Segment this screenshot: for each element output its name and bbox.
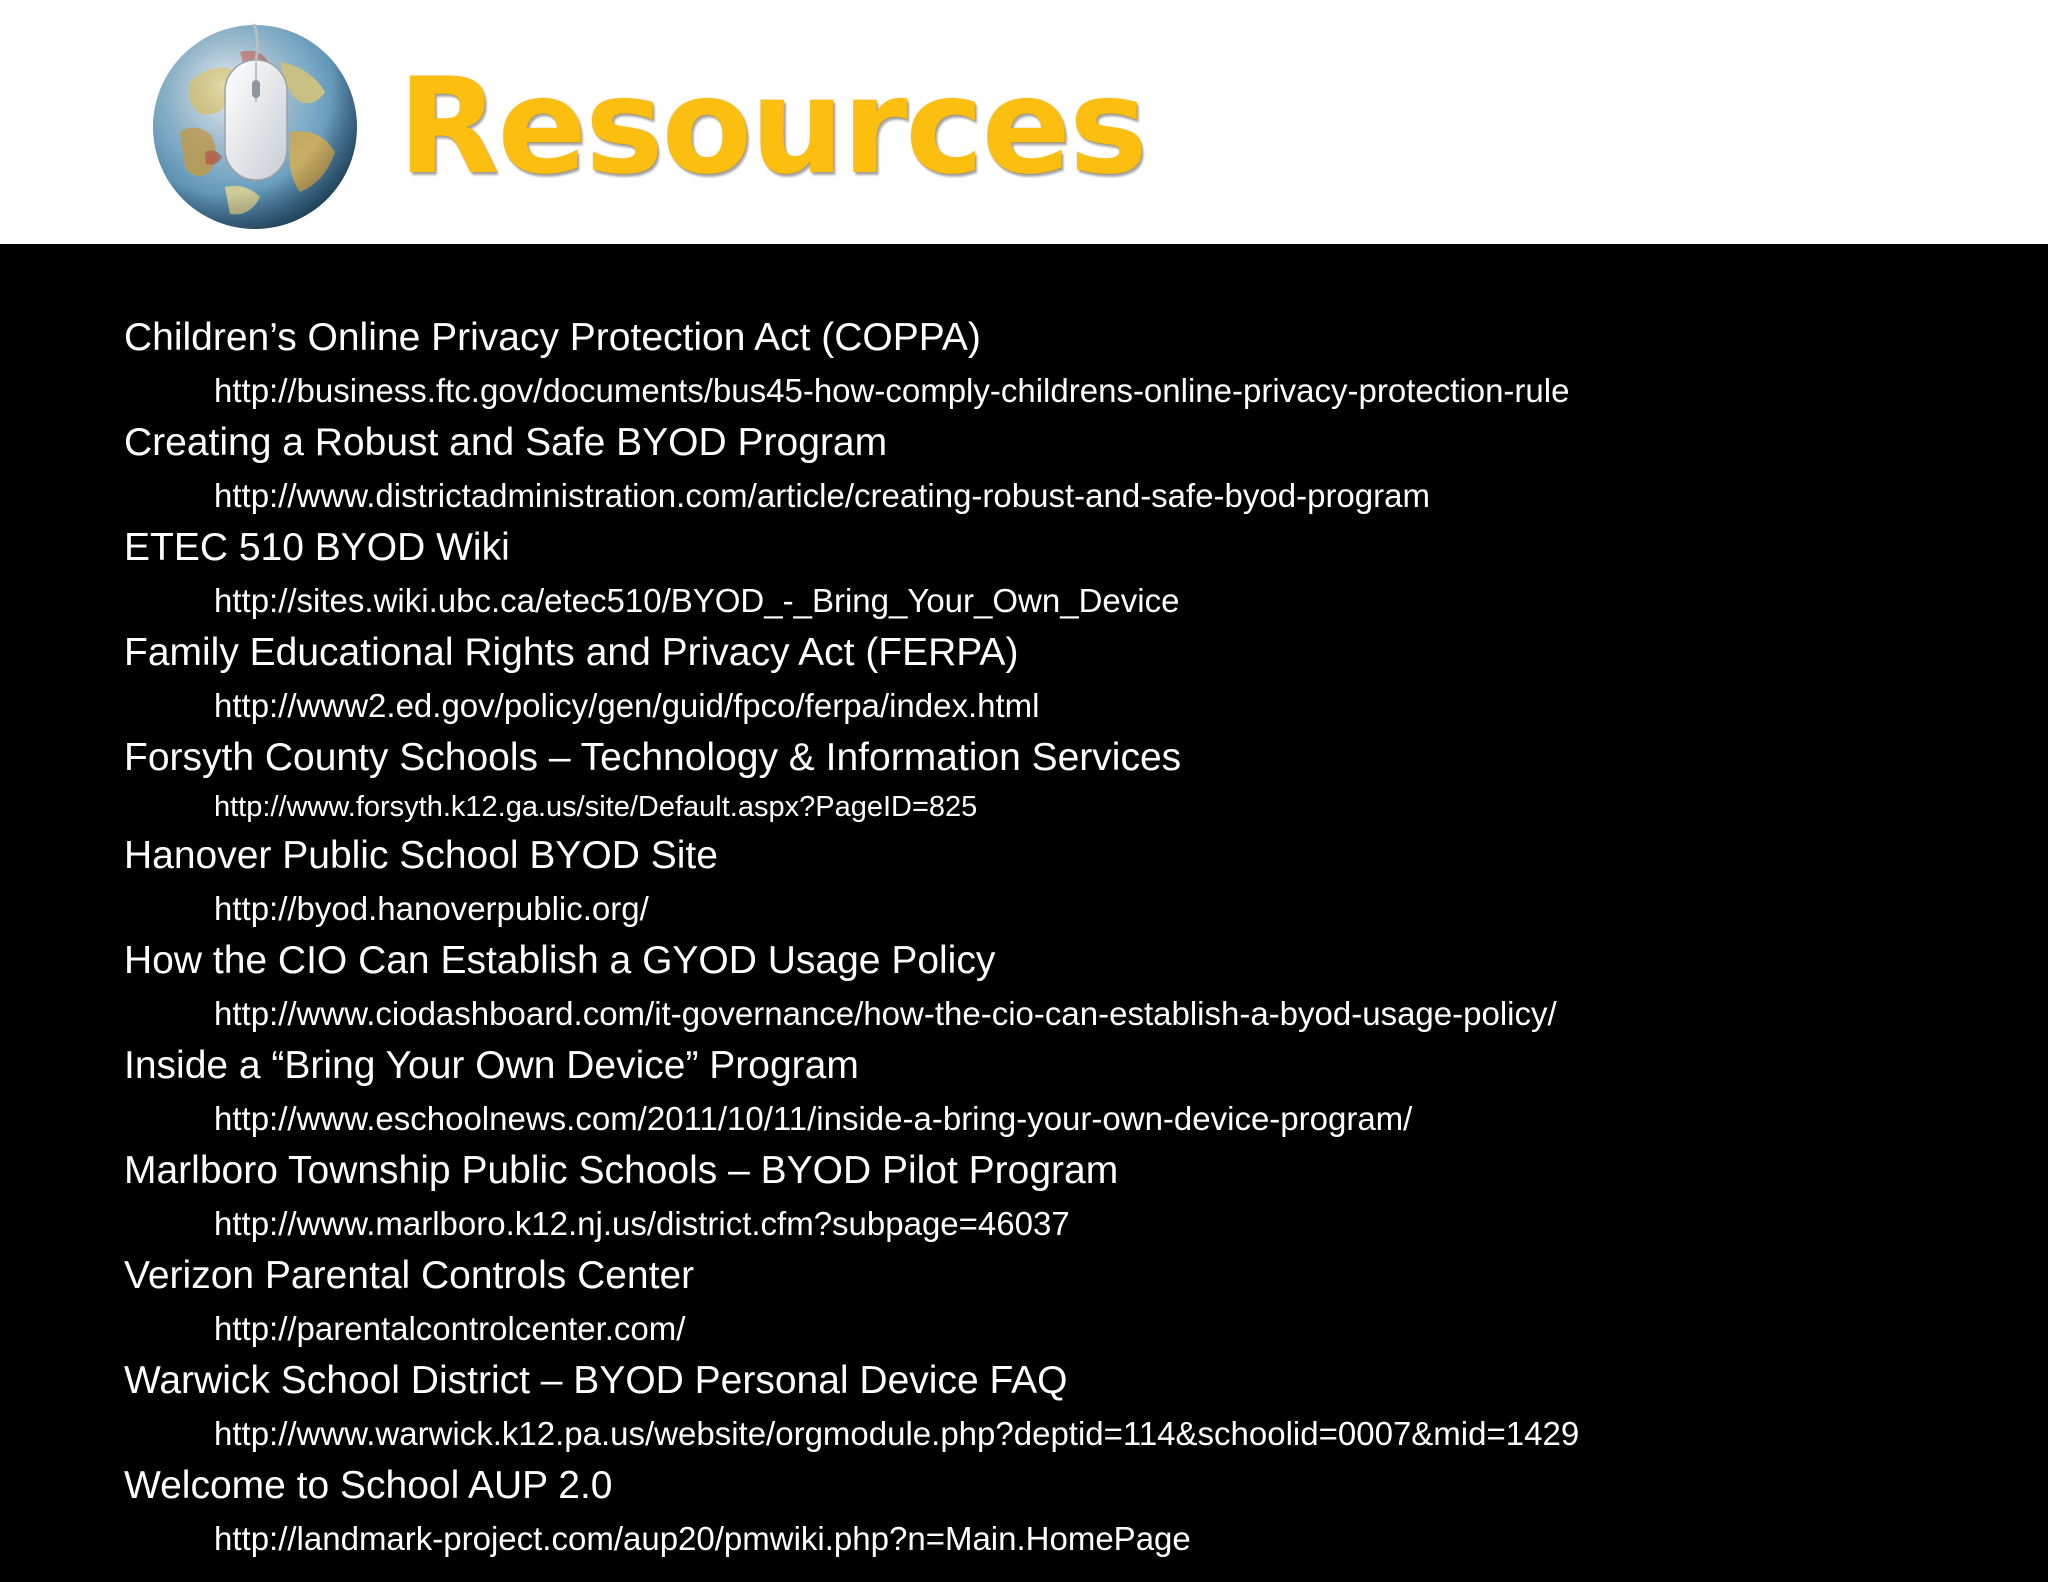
resource-title: Children’s Online Privacy Protection Act (COPPA) (124, 316, 981, 359)
page-title: Resources (398, 50, 1146, 204)
resource-link[interactable]: http://byod.hanoverpublic.org/ (214, 890, 649, 927)
resource-link[interactable]: http://www.marlboro.k12.nj.us/district.cfm?subpage=46037 (214, 1205, 1070, 1242)
resource-link[interactable]: http://business.ftc.gov/documents/bus45-how-comply-childrens-online-privacy-protection-rule (214, 372, 1570, 409)
resource-title: ETEC 510 BYOD Wiki (124, 526, 510, 569)
resource-link[interactable]: http://www.districtadministration.com/article/creating-robust-and-safe-byod-program (214, 477, 1430, 514)
resource-title: Family Educational Rights and Privacy Act (FERPA) (124, 631, 1019, 674)
resource-link[interactable]: http://sites.wiki.ubc.ca/etec510/BYOD_-_Bring_Your_Own_Device (214, 582, 1180, 619)
resource-link[interactable]: http://landmark-project.com/aup20/pmwiki.php?n=Main.HomePage (214, 1520, 1191, 1557)
resource-title: Creating a Robust and Safe BYOD Program (124, 421, 888, 464)
resource-title: Marlboro Township Public Schools – BYOD Pilot Program (124, 1149, 1119, 1192)
resource-link[interactable]: http://parentalcontrolcenter.com/ (214, 1310, 686, 1347)
resource-title: Verizon Parental Controls Center (124, 1254, 695, 1297)
resource-link[interactable]: http://www2.ed.gov/policy/gen/guid/fpco/ferpa/index.html (214, 687, 1040, 724)
resource-link[interactable]: http://www.eschoolnews.com/2011/10/11/inside-a-bring-your-own-device-program/ (214, 1100, 1413, 1137)
resource-title: Forsyth County Schools – Technology & Information Services (124, 736, 1182, 779)
resource-title: How the CIO Can Establish a GYOD Usage Policy (124, 939, 996, 982)
resource-list (124, 312, 2024, 1565)
resource-title: Warwick School District – BYOD Personal Device FAQ (124, 1359, 1068, 1402)
resource-title: Inside a “Bring Your Own Device” Program (124, 1044, 859, 1087)
resource-link[interactable]: http://www.ciodashboard.com/it-governance/how-the-cio-can-establish-a-byod-usage-policy/ (214, 995, 1557, 1032)
header (0, 0, 2048, 244)
resource-title: Hanover Public School BYOD Site (124, 834, 718, 877)
resource-title: Welcome to School AUP 2.0 (124, 1464, 613, 1507)
globe-with-mouse-icon (150, 22, 360, 232)
resource-link[interactable]: http://www.forsyth.k12.ga.us/site/Default.aspx?PageID=825 (214, 791, 978, 823)
resource-link[interactable]: http://www.warwick.k12.pa.us/website/orgmodule.php?deptid=114&schoolid=0007&mid=1429 (214, 1415, 1580, 1452)
